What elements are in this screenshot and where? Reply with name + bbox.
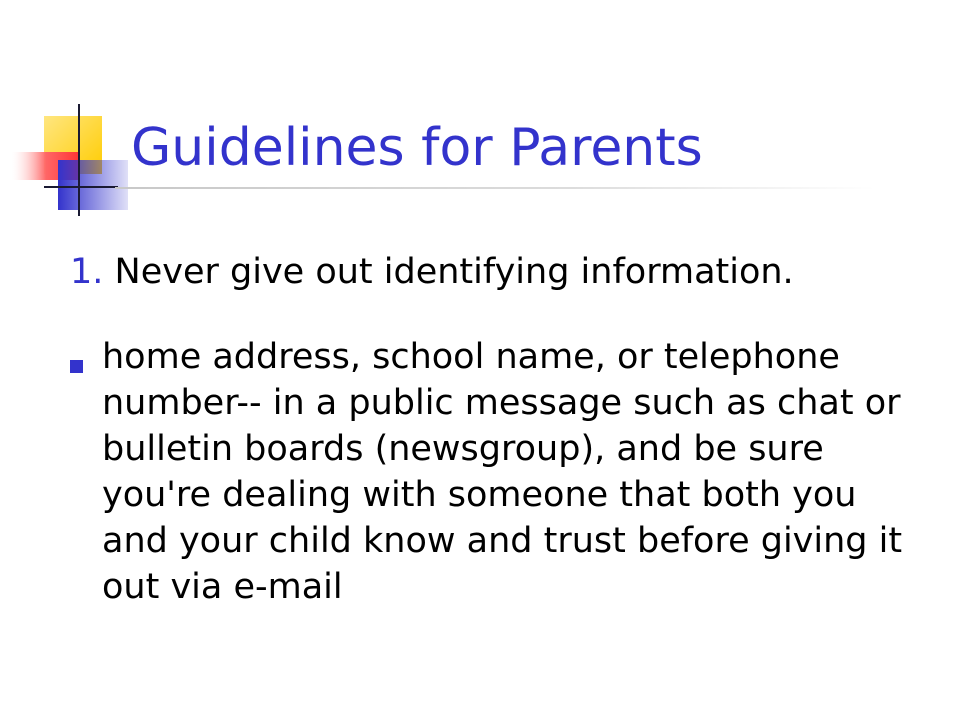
point-number: 1. <box>70 252 104 292</box>
square-bullet-icon <box>70 360 83 373</box>
title-divider <box>115 187 875 189</box>
point-text: Never give out identifying information. <box>114 252 794 292</box>
decorative-square-logo-icon <box>0 0 140 230</box>
slide-title: Guidelines for Parents <box>131 118 703 178</box>
numbered-point <box>70 248 794 296</box>
bullet-text: home address, school name, or telephone number-- in a public message such as chat or bulletin boards (newsgroup), and be sure you're dealing with someone that both you and your child know and trust before giving it out via e-mail <box>102 337 903 607</box>
